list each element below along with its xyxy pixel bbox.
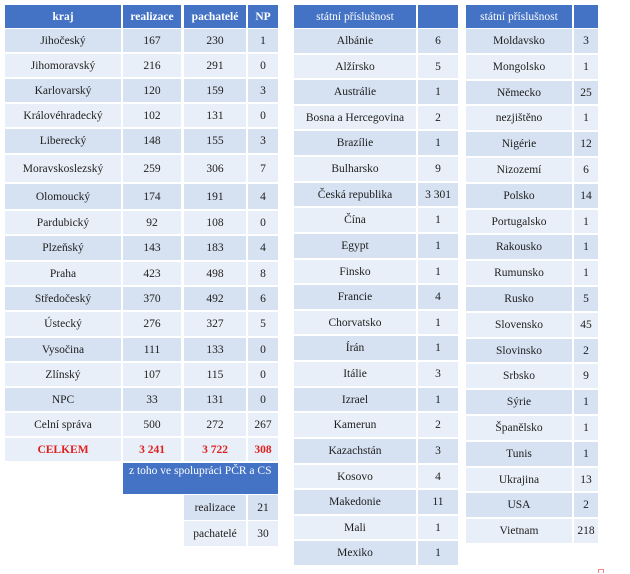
regions-row-realizace: 102 <box>123 104 181 127</box>
nationality-count: 1 <box>418 234 458 258</box>
corner-mark <box>598 569 604 573</box>
regions-row-pachatele: 131 <box>184 388 246 411</box>
total-np: 308 <box>248 438 278 461</box>
nationality-count: 5 <box>418 55 458 78</box>
regions-row-realizace: 92 <box>123 211 181 234</box>
regions-row-np: 3 <box>248 79 278 102</box>
regions-row-region-name: Jihomoravský <box>5 54 121 77</box>
regions-row-region-name: Karlovarský <box>5 79 121 102</box>
nationality-count: 1 <box>574 416 598 440</box>
nationality-name: Tunis <box>466 442 572 466</box>
nationality-name: Mexiko <box>294 541 416 565</box>
regions-row-realizace: 120 <box>123 79 181 102</box>
nationality-count: 2 <box>574 493 598 517</box>
regions-row-region-name: Praha <box>5 262 121 285</box>
nationality-name: Kamerun <box>294 413 416 437</box>
nationality-name: Mali <box>294 516 416 539</box>
regions-row-pachatele: 183 <box>184 236 246 260</box>
nationality-count: 1 <box>574 390 598 414</box>
nationality-count: 218 <box>574 519 598 543</box>
nationality-name: Slovensko <box>466 313 572 337</box>
regions-row-np: 267 <box>248 413 278 436</box>
regions-row-region-name: Liberecký <box>5 129 121 153</box>
nationality-count: 45 <box>574 313 598 337</box>
regions-row-realizace: 500 <box>123 413 181 436</box>
regions-row-np: 7 <box>248 155 278 182</box>
nationality-count: 2 <box>574 339 598 362</box>
nationality-count: 6 <box>574 158 598 182</box>
nationality-name: Ukrajina <box>466 468 572 491</box>
regions-row-region-name: Pardubický <box>5 211 121 234</box>
total-pachatele: 3 722 <box>184 438 246 461</box>
regions-row-pachatele: 492 <box>184 287 246 310</box>
regions-row-np: 5 <box>248 312 278 336</box>
nationality-name: Austrálie <box>294 80 416 104</box>
regions-row-pachatele: 306 <box>184 155 246 182</box>
nationality-name: Nigérie <box>466 132 572 156</box>
nationality-count: 1 <box>574 235 598 259</box>
nationality-name: Albánie <box>294 29 416 53</box>
regions-row-region-name: Královéhradecký <box>5 104 121 127</box>
nationality-count: 4 <box>418 285 458 309</box>
regions-row-realizace: 107 <box>123 363 181 386</box>
regions-row-np: 3 <box>248 129 278 153</box>
nationality-count: 4 <box>418 465 458 488</box>
cooperation-note: z toho ve spolupráci PČR a CS <box>123 463 278 494</box>
nationality-name: Alžírsko <box>294 55 416 78</box>
cooperation-pachatele-value: 30 <box>248 521 278 546</box>
regions-row-np: 6 <box>248 287 278 310</box>
nationality-count: 1 <box>418 80 458 104</box>
regions-row-np: 0 <box>248 54 278 77</box>
nationality-count: 2 <box>418 106 458 129</box>
nationality-count: 9 <box>574 364 598 388</box>
nationality-name: Írán <box>294 336 416 360</box>
nationality-name: Německo <box>466 81 572 104</box>
regions-row-realizace: 423 <box>123 262 181 285</box>
nationality-name: Rusko <box>466 287 572 311</box>
regions-row-region-name: Moravskoslezský <box>5 155 121 182</box>
nationality-count: 1 <box>574 55 598 79</box>
nationality-count: 1 <box>418 336 458 360</box>
regions-row-realizace: 148 <box>123 129 181 153</box>
nationality-name: Portugalsko <box>466 210 572 233</box>
nationality-count: 1 <box>418 516 458 539</box>
regions-row-realizace: 259 <box>123 155 181 182</box>
nationality-count: 11 <box>418 490 458 514</box>
nationality-name: Nizozemí <box>466 158 572 182</box>
nationality-count: 3 <box>574 29 598 53</box>
regions-row-realizace: 111 <box>123 338 181 361</box>
nationality-name: Sýrie <box>466 390 572 414</box>
regions-row-region-name: Jihočeský <box>5 29 121 52</box>
nationality-name: Čína <box>294 208 416 232</box>
regions-row-np: 4 <box>248 236 278 260</box>
header-count <box>574 5 598 28</box>
regions-row-realizace: 143 <box>123 236 181 260</box>
nationality-name: Česká republika <box>294 183 416 206</box>
header-count <box>418 5 458 28</box>
nationality-name: Španělsko <box>466 416 572 440</box>
nationality-count: 6 <box>418 29 458 53</box>
regions-row-np: 4 <box>248 184 278 209</box>
nationality-name: Francie <box>294 285 416 309</box>
nationality-count: 1 <box>418 541 458 565</box>
regions-row-region-name: Vysočina <box>5 338 121 361</box>
nationality-name: Rumunsko <box>466 261 572 285</box>
regions-row-np: 0 <box>248 363 278 386</box>
regions-row-pachatele: 115 <box>184 363 246 386</box>
nationality-name: Brazílie <box>294 131 416 155</box>
nationality-name: Bosna a Hercegovina <box>294 106 416 129</box>
nationality-name: Rakousko <box>466 235 572 259</box>
nationality-count: 1 <box>418 311 458 334</box>
nationality-count: 3 <box>418 439 458 463</box>
regions-row-realizace: 276 <box>123 312 181 336</box>
total-realizace: 3 241 <box>123 438 181 461</box>
regions-row-region-name: Plzeňský <box>5 236 121 260</box>
regions-row-pachatele: 272 <box>184 413 246 436</box>
nationality-count: 9 <box>418 157 458 181</box>
header-nationality: státní příslušnost <box>466 5 572 28</box>
nationality-name: Bulharsko <box>294 157 416 181</box>
regions-row-region-name: NPC <box>5 388 121 411</box>
regions-row-pachatele: 191 <box>184 184 246 209</box>
regions-row-region-name: Ústecký <box>5 312 121 336</box>
nationality-name: Vietnam <box>466 519 572 543</box>
regions-row-pachatele: 498 <box>184 262 246 285</box>
nationality-count: 1 <box>574 106 598 130</box>
nationality-name: Srbsko <box>466 364 572 388</box>
regions-row-pachatele: 133 <box>184 338 246 361</box>
regions-row-pachatele: 131 <box>184 104 246 127</box>
regions-row-pachatele: 108 <box>184 211 246 234</box>
nationality-count: 25 <box>574 81 598 104</box>
total-region-name: CELKEM <box>5 438 121 461</box>
regions-row-region-name: Zlínský <box>5 363 121 386</box>
header-realizace: realizace <box>123 5 181 28</box>
regions-row-realizace: 370 <box>123 287 181 310</box>
nationality-count: 1 <box>574 261 598 285</box>
header-pachatele: pachatelé <box>184 5 246 28</box>
cooperation-pachatele-label: pachatelé <box>184 521 246 546</box>
regions-row-realizace: 167 <box>123 29 181 52</box>
regions-row-pachatele: 327 <box>184 312 246 336</box>
nationality-count: 5 <box>574 287 598 311</box>
regions-row-np: 0 <box>248 104 278 127</box>
regions-row-region-name: Olomoucký <box>5 184 121 209</box>
regions-row-np: 1 <box>248 29 278 52</box>
nationality-name: Egypt <box>294 234 416 258</box>
nationality-name: nezjištěno <box>466 106 572 130</box>
header-region-name: kraj <box>5 5 121 28</box>
regions-row-pachatele: 159 <box>184 79 246 102</box>
cooperation-realizace-value: 21 <box>248 495 278 520</box>
nationality-count: 1 <box>418 208 458 232</box>
regions-row-pachatele: 155 <box>184 129 246 153</box>
header-nationality: státní příslušnost <box>294 5 416 28</box>
regions-row-region-name: Celní správa <box>5 413 121 436</box>
nationality-count: 2 <box>418 413 458 437</box>
regions-row-realizace: 216 <box>123 54 181 77</box>
nationality-name: Polsko <box>466 184 572 208</box>
regions-row-np: 0 <box>248 388 278 411</box>
nationality-name: Slovinsko <box>466 339 572 362</box>
nationality-name: Mongolsko <box>466 55 572 79</box>
nationality-name: USA <box>466 493 572 517</box>
nationality-name: Finsko <box>294 260 416 283</box>
nationality-name: Makedonie <box>294 490 416 514</box>
nationality-name: Chorvatsko <box>294 311 416 334</box>
nationality-count: 14 <box>574 184 598 208</box>
nationality-name: Moldavsko <box>466 29 572 53</box>
nationality-count: 1 <box>574 210 598 233</box>
regions-row-np: 0 <box>248 338 278 361</box>
nationality-name: Izrael <box>294 388 416 411</box>
regions-row-realizace: 33 <box>123 388 181 411</box>
nationality-count: 1 <box>418 388 458 411</box>
nationality-count: 1 <box>574 442 598 466</box>
nationality-name: Kosovo <box>294 465 416 488</box>
regions-row-pachatele: 291 <box>184 54 246 77</box>
nationality-count: 3 301 <box>418 183 458 206</box>
regions-row-region-name: Středočeský <box>5 287 121 310</box>
regions-row-np: 8 <box>248 262 278 285</box>
cooperation-realizace-label: realizace <box>184 495 246 520</box>
nationality-name: Kazachstán <box>294 439 416 463</box>
nationality-count: 12 <box>574 132 598 156</box>
nationality-count: 1 <box>418 260 458 283</box>
nationality-count: 1 <box>418 131 458 155</box>
header-np: NP <box>248 5 278 28</box>
regions-row-np: 0 <box>248 211 278 234</box>
nationality-name: Itálie <box>294 362 416 386</box>
regions-row-pachatele: 230 <box>184 29 246 52</box>
regions-row-realizace: 174 <box>123 184 181 209</box>
nationality-count: 3 <box>418 362 458 386</box>
nationality-count: 13 <box>574 468 598 491</box>
